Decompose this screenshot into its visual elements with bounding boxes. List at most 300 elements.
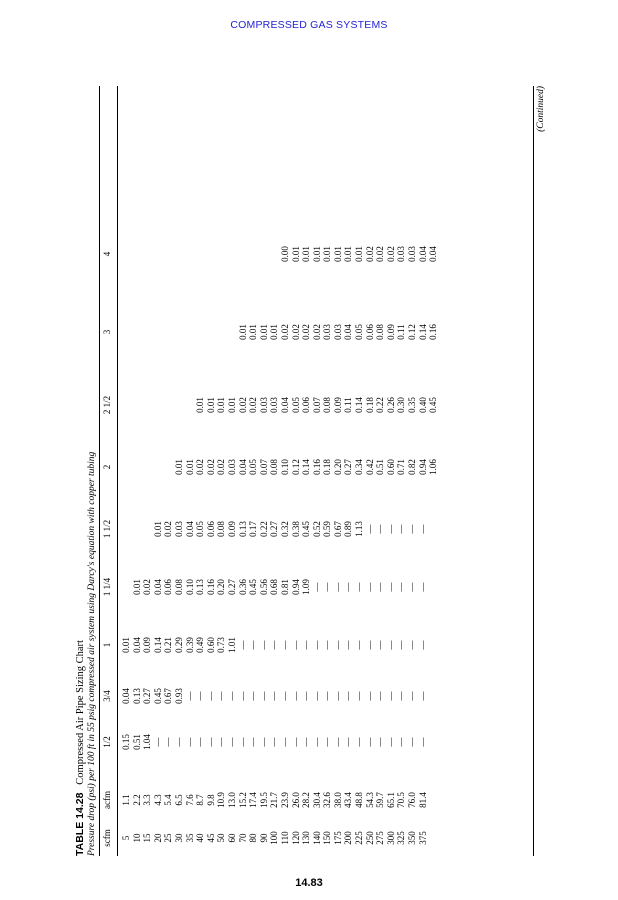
table-cell: — (407, 582, 418, 592)
table-cell (248, 234, 259, 274)
table-cell: 0.05 (248, 459, 259, 475)
table-cell: — (301, 737, 312, 747)
table-cell: 0.45 (301, 521, 312, 537)
table-cell: 0.01 (322, 246, 333, 262)
table-cell: — (269, 640, 280, 650)
table-cell: 0.14 (354, 397, 365, 413)
table-cell: — (375, 524, 386, 534)
table-cell: 225 (354, 831, 365, 845)
table-cell: 0.04 (417, 246, 428, 262)
table-cell: 50 (216, 833, 227, 843)
table-cell: 5 (121, 835, 131, 841)
table-cell: — (417, 524, 428, 534)
table-cell (216, 312, 227, 352)
table-cell: — (364, 524, 375, 534)
table-cell: 0.10 (279, 459, 290, 475)
table-cell: — (248, 691, 259, 701)
table-cell: 250 (364, 831, 375, 845)
table-cell: — (407, 691, 418, 701)
table-cell: — (237, 640, 248, 650)
table-cell: — (311, 691, 322, 701)
table-cell: 1.13 (354, 521, 365, 537)
table-cell: 15 (142, 833, 153, 843)
table-cell (227, 234, 238, 274)
table-cell: 275 (375, 831, 386, 845)
continued-note: (Continued) (536, 86, 546, 132)
table-cell: 21.7 (269, 792, 280, 808)
table-cell: 0.02 (311, 324, 322, 340)
table-cell: 0.39 (184, 637, 195, 653)
table-cell: 15.2 (237, 792, 248, 808)
table-cell: 17.4 (248, 792, 259, 808)
table-cell: 0.11 (396, 324, 407, 340)
table-column (121, 625, 428, 665)
table-cell: 90 (258, 833, 269, 843)
column-header: 3 (102, 329, 112, 335)
table-cell: 0.08 (375, 324, 386, 340)
table-cell: — (364, 691, 375, 701)
table-cell: — (332, 737, 343, 747)
table-cell: 0.01 (121, 637, 131, 653)
column-header: acfm (102, 791, 112, 809)
table-cell: 0.09 (226, 521, 237, 537)
table-cell: — (184, 737, 195, 747)
table-cell: 6.5 (173, 794, 184, 806)
table-cell: 65.1 (385, 792, 396, 808)
table-cell: 0.02 (375, 246, 386, 262)
table-cell: 0.01 (301, 246, 312, 262)
table-cell: — (407, 640, 418, 650)
table-cell: 0.45 (152, 688, 163, 704)
table-cell: — (216, 737, 227, 747)
table-cell: — (354, 691, 365, 701)
table-cell: — (173, 737, 184, 747)
table-cell (153, 312, 164, 352)
table-cell: — (385, 737, 396, 747)
table-cell: 0.16 (205, 579, 216, 595)
table-cell: 0.45 (248, 579, 259, 595)
table-cell: 0.02 (279, 324, 290, 340)
table-cell (174, 385, 185, 425)
table-cell: 0.68 (269, 579, 280, 595)
table-cell: 0.03 (322, 324, 333, 340)
table-cell: — (258, 640, 269, 650)
table-cell: — (195, 737, 206, 747)
table-cell: 0.51 (131, 734, 142, 750)
table-cell: 1.04 (142, 734, 153, 750)
table-cell: — (354, 737, 365, 747)
table-cell: — (184, 691, 195, 701)
table-cell: 0.01 (226, 397, 237, 413)
table-cell: 25 (163, 833, 174, 843)
table-cell: — (385, 582, 396, 592)
table-cell (132, 312, 143, 352)
table-column (121, 818, 428, 858)
table-cell: 0.04 (184, 521, 195, 537)
table-cell: 0.02 (237, 397, 248, 413)
table-cell: 130 (301, 831, 312, 845)
table-cell (206, 234, 217, 274)
table-cell: 0.08 (173, 579, 184, 595)
table-cell: 150 (322, 831, 333, 845)
table-cell: — (407, 737, 418, 747)
table-cell: 10.9 (216, 792, 227, 808)
table-cell: — (290, 640, 301, 650)
table-cell: 0.13 (131, 688, 142, 704)
table-cell (132, 234, 143, 274)
table-cell: — (290, 691, 301, 701)
table-cell: 3.3 (142, 794, 153, 806)
table-cell: — (332, 691, 343, 701)
table-cell: 0.02 (205, 459, 216, 475)
table-cell: — (417, 640, 428, 650)
table-cell (121, 234, 132, 274)
table-cell: 0.30 (396, 397, 407, 413)
table-cell: 81.4 (417, 792, 428, 808)
table-cell: — (385, 691, 396, 701)
table-cell: — (417, 582, 428, 592)
table-cell (153, 234, 164, 274)
table-cell: — (258, 737, 269, 747)
table-cell: 0.01 (173, 459, 184, 475)
table-cell: — (216, 691, 227, 701)
table-cell: — (332, 640, 343, 650)
table-cell: 0.01 (354, 246, 365, 262)
table-cell: 0.27 (343, 459, 354, 475)
column-header: scfm (102, 829, 112, 847)
table-cell: 0.14 (301, 459, 312, 475)
table-cell: 0.36 (237, 579, 248, 595)
table-cell: 43.4 (343, 792, 354, 808)
table-cell: 0.03 (173, 521, 184, 537)
table-cell: 0.01 (269, 324, 280, 340)
table-cell: 0.02 (142, 579, 153, 595)
table-cell: — (385, 524, 396, 534)
table-cell: 1.01 (226, 637, 237, 653)
table-cell (153, 385, 164, 425)
column-header: 1 1/2 (102, 519, 112, 539)
table-cell: 70 (237, 833, 248, 843)
table-cell (153, 447, 164, 487)
table-cell: 0.59 (322, 521, 333, 537)
table-cell: 1.1 (121, 794, 131, 806)
table-cell: 0.89 (343, 521, 354, 537)
table-cell: 2.2 (131, 794, 142, 806)
table-cell: 0.15 (121, 734, 131, 750)
table-cell: — (301, 640, 312, 650)
bottom-rule (533, 86, 534, 856)
table-cell: — (385, 640, 396, 650)
table-cell (206, 312, 217, 352)
table-cell: — (311, 640, 322, 650)
table-cell: — (248, 737, 259, 747)
table-cell: 0.29 (173, 637, 184, 653)
table-cell: — (375, 737, 386, 747)
table-cell: 0.02 (290, 324, 301, 340)
table-cell: — (396, 737, 407, 747)
table-cell: — (237, 737, 248, 747)
table-cell: 4.3 (152, 794, 163, 806)
table-cell: 0.01 (290, 246, 301, 262)
table-cell: 0.38 (290, 521, 301, 537)
table-cell: 26.0 (290, 792, 301, 808)
table-cell (174, 234, 185, 274)
table-cell (142, 385, 153, 425)
table-cell: 0.27 (142, 688, 153, 704)
table-column (121, 234, 439, 274)
table-cell (121, 509, 132, 549)
table-cell: — (290, 737, 301, 747)
table-title-line (74, 86, 87, 856)
table-cell: 0.32 (279, 521, 290, 537)
table-cell: 0.01 (311, 246, 322, 262)
table-cell: — (396, 582, 407, 592)
table-cell: 0.01 (343, 246, 354, 262)
table-cell: 9.8 (205, 794, 216, 806)
table-cell: 48.8 (354, 792, 365, 808)
table-cell: 0.04 (279, 397, 290, 413)
table-cell: 7.6 (184, 794, 195, 806)
table-cell: 0.05 (354, 324, 365, 340)
table-cell: — (311, 582, 322, 592)
table-cell: 0.02 (385, 246, 396, 262)
table-cell: 0.08 (269, 459, 280, 475)
table-cell: 375 (417, 831, 428, 845)
table-cell: 110 (279, 831, 290, 845)
table-cell: 0.09 (142, 637, 153, 653)
table-cell (121, 447, 132, 487)
table-cell (132, 447, 143, 487)
table-cell: 0.09 (385, 324, 396, 340)
table-cell: 0.18 (322, 459, 333, 475)
table-cell: — (152, 737, 163, 747)
table-cell: 35 (184, 833, 195, 843)
table-cell: 0.67 (163, 688, 174, 704)
table-cell (163, 447, 174, 487)
table-column (121, 722, 428, 762)
column-header: 4 (102, 251, 112, 257)
table-cell: 0.03 (226, 459, 237, 475)
table-cell: 0.02 (163, 521, 174, 537)
table-cell: 0.82 (407, 459, 418, 475)
table-cell: 0.13 (237, 521, 248, 537)
table-cell: 0.01 (131, 579, 142, 595)
table-cell: 1.09 (301, 579, 312, 595)
table-cell: 0.27 (226, 579, 237, 595)
table-cell (132, 385, 143, 425)
column-header: 1 (102, 642, 112, 648)
table-cell: — (163, 737, 174, 747)
table-cell: — (301, 691, 312, 701)
table-cell: 0.49 (195, 637, 206, 653)
table-cell: 0.93 (173, 688, 184, 704)
table-cell (185, 385, 196, 425)
table-cell: 0.21 (163, 637, 174, 653)
table-cell: — (322, 582, 333, 592)
table-cell: — (396, 524, 407, 534)
table-cell: 32.6 (322, 792, 333, 808)
table-cell (142, 234, 153, 274)
table-cell: 0.94 (417, 459, 428, 475)
table-cell: 0.14 (152, 637, 163, 653)
table-cell: 0.07 (258, 459, 269, 475)
table-cell: 0.01 (216, 397, 227, 413)
table-cell: 0.94 (290, 579, 301, 595)
table-cell (142, 312, 153, 352)
table-cell: 0.03 (258, 397, 269, 413)
table-cell: — (375, 640, 386, 650)
table-cell: 0.02 (216, 459, 227, 475)
table-cell: 28.2 (301, 792, 312, 808)
table-cell: 0.03 (396, 246, 407, 262)
table-cell: 54.3 (364, 792, 375, 808)
table-cell: — (205, 737, 216, 747)
table-cell (163, 385, 174, 425)
table-cell: 0.02 (301, 324, 312, 340)
table-cell: 0.02 (195, 459, 206, 475)
table-cell: 0.12 (407, 324, 418, 340)
rotated-table (74, 86, 558, 856)
column-header: 3/4 (102, 690, 112, 702)
table-cell: 0.56 (258, 579, 269, 595)
table-cell: 0.01 (258, 324, 269, 340)
table-cell: 0.01 (205, 397, 216, 413)
table-cell: 0.60 (205, 637, 216, 653)
table-cell: — (364, 737, 375, 747)
table-cell: 0.51 (375, 459, 386, 475)
table-cell (185, 312, 196, 352)
running-head: COMPRESSED GAS SYSTEMS (230, 19, 388, 31)
table-cell: 0.42 (364, 459, 375, 475)
table-cell: 0.16 (311, 459, 322, 475)
table-cell: 140 (311, 831, 322, 845)
table-cell: 45 (205, 833, 216, 843)
table-cell: 0.22 (258, 521, 269, 537)
table-cell: 0.06 (163, 579, 174, 595)
table-cell: — (396, 640, 407, 650)
table-cell: 0.04 (237, 459, 248, 475)
table-cell: 0.10 (184, 579, 195, 595)
table-cell: — (407, 524, 418, 534)
table-cell (121, 385, 132, 425)
table-subtitle: Pressure drop (psi) per 100 ft in 55 psig compressed air system using Darcy's equation with copper tubing (87, 451, 97, 856)
table-cell (227, 312, 238, 352)
table-cell: 0.09 (332, 397, 343, 413)
table-cell: 0.22 (375, 397, 386, 413)
table-cell: — (343, 691, 354, 701)
table-cell: 0.01 (248, 324, 259, 340)
table-cell: — (343, 737, 354, 747)
table-cell: 0.26 (385, 397, 396, 413)
table-cell: — (195, 691, 206, 701)
table-cell: 19.5 (258, 792, 269, 808)
table-cell: 59.7 (375, 792, 386, 808)
table-cell: 0.45 (428, 397, 439, 413)
table-cell: 0.40 (417, 397, 428, 413)
table-cell: — (237, 691, 248, 701)
table-cell: 30 (173, 833, 184, 843)
table-cell: 0.04 (131, 637, 142, 653)
table-cell: — (269, 737, 280, 747)
table-cell: 0.52 (311, 521, 322, 537)
table-cell: — (417, 691, 428, 701)
table-cell: 60 (226, 833, 237, 843)
table-cell: 120 (290, 831, 301, 845)
table-cell: 0.04 (121, 688, 131, 704)
table-cell: 0.13 (195, 579, 206, 595)
table-cell: 0.18 (364, 397, 375, 413)
table-cell: 0.34 (354, 459, 365, 475)
table-cell (195, 234, 206, 274)
top-rule (99, 86, 100, 856)
table-cell: 0.01 (237, 324, 248, 340)
table-cell: 0.03 (269, 397, 280, 413)
table-cell (174, 312, 185, 352)
table-cell: 0.60 (385, 459, 396, 475)
table-cell: 80 (248, 833, 259, 843)
table-title: Compressed Air Pipe Sizing Chart (75, 640, 86, 785)
table-cell (195, 312, 206, 352)
table-cell: 0.17 (248, 521, 259, 537)
table-cell: 38.0 (332, 792, 343, 808)
table-column (121, 312, 439, 352)
table-cell (185, 234, 196, 274)
table-cell: — (354, 582, 365, 592)
table-cell: 0.16 (428, 324, 439, 340)
table-cell: — (258, 691, 269, 701)
table-label: TABLE 14.28 (74, 792, 86, 856)
table-cell: 0.20 (332, 459, 343, 475)
table-cell (259, 234, 270, 274)
table-cell: 0.04 (343, 324, 354, 340)
table-cell (269, 234, 280, 274)
table-cell: 350 (407, 831, 418, 845)
table-cell: 0.67 (332, 521, 343, 537)
table-cell: — (279, 640, 290, 650)
column-header: 1 1/4 (102, 577, 112, 597)
table-cell: 0.71 (396, 459, 407, 475)
table-cell: — (311, 737, 322, 747)
table-cell: 0.20 (216, 579, 227, 595)
page-number: 14.83 (295, 877, 323, 889)
table-cell: 76.0 (407, 792, 418, 808)
table-cell: 200 (343, 831, 354, 845)
table-cell: — (322, 691, 333, 701)
table-cell: 0.35 (407, 397, 418, 413)
table-cell: — (332, 582, 343, 592)
table-cell: 0.02 (364, 246, 375, 262)
column-header: 2 1/2 (102, 395, 112, 415)
table-cell: 0.03 (407, 246, 418, 262)
table-cell: — (375, 582, 386, 592)
table-cell: 0.02 (248, 397, 259, 413)
table-cell: — (375, 691, 386, 701)
column-header: 1/2 (102, 736, 112, 748)
table-cell: — (343, 640, 354, 650)
table-cell: 0.06 (205, 521, 216, 537)
table-cell: 100 (269, 831, 280, 845)
table-cell: 0.11 (343, 397, 354, 413)
table-cell: 0.06 (301, 397, 312, 413)
table-cell: 5.4 (163, 794, 174, 806)
table-column (121, 447, 439, 487)
table-cell: — (322, 640, 333, 650)
table-cell: 0.04 (152, 579, 163, 595)
table-cell: 0.03 (332, 324, 343, 340)
table-cell: — (226, 691, 237, 701)
table-cell: 1.06 (428, 459, 439, 475)
table-cell: 0.08 (216, 521, 227, 537)
